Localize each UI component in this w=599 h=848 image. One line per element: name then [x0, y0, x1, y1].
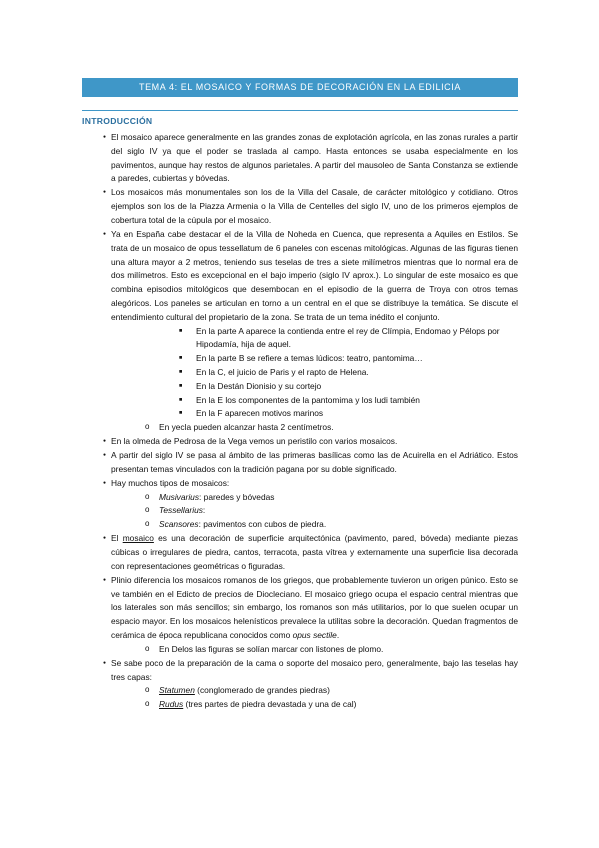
list-item: ● El mosaico es una decoración de superficie arquitectónica (pavimento, pared, bóveda) mediante piezas cúbicas o irregulares de piedra, cantos, terracota, pasta vítrea y externamente una superficie lisa decorada con representaciones geométricas o figuradas. [82, 532, 518, 573]
list-item: ■ En la E los componentes de la pantomima y los ludi también [82, 394, 518, 408]
section-divider [82, 110, 518, 111]
sub-list [82, 643, 518, 657]
list-item: ● Ya en España cabe destacar el de la Villa de Noheda en Cuenca, que representa a Aquiles en Estilos. Se trata de un mosaico de opus tessellatum de 6 paneles con escenas mitológicas. Algunas de las figuras tienen una altura mayor a 2 metros, teniendo sus teselas de tres a siete milímetros mientras que lo normal era de dos milímetros. Esto es excepcional en el bajo imperio (siglo IV aprox.). Lo singular de este mosaico es que combina episodios mitológicos que desembocan en el episodio de la guerra de Troya con otros temas alegóricos. Los paneles se articulan en torno a un central en el que se distribuye la temática. Se discute el entendimiento cultural del propietario de la zona. Se trata de un tema inédito el conjunto. ■ En la parte A aparece la contienda entre el rey de Clímpia, Endomao y Pélops por Hipodamía, hija de aquel. ■ En la parte B se refiere a temas lúdicos: teatro, pantomima… ■ En la C, el juicio de Paris y el rapto de Helena. ■ En la Destán Dionisio y su cortejo ■ En la E los componentes de la pantomima y los ludi también ■ En la F aparecen motivos marinos o En yecla pueden alcanzar hasta 2 centímetros. [82, 228, 518, 435]
list-item: ■ En la Destán Dionisio y su cortejo [82, 380, 518, 394]
list-item: o Statumen (conglomerado de grandes piedras) [82, 684, 518, 698]
list-item: ● Se sabe poco de la preparación de la cama o soporte del mosaico pero, generalmente, bajo las teselas hay tres capas: o Statumen (conglomerado de grandes piedras) o Rudus (tres partes de piedra devastada y una de cal) [82, 657, 518, 712]
list-item: o Scansores: pavimentos con cubos de piedra. [82, 518, 518, 532]
list-item: ● En la olmeda de Pedrosa de la Vega vemos un peristilo con varios mosaicos. [82, 435, 518, 449]
list-item: ■ En la parte B se refiere a temas lúdicos: teatro, pantomima… [82, 352, 518, 366]
document-body [82, 131, 518, 712]
list-item: ■ En la C, el juicio de Paris y el rapto de Helena. [82, 366, 518, 380]
list-item: o Musivarius: paredes y bóvedas [82, 491, 518, 505]
list-item: o En yecla pueden alcanzar hasta 2 centímetros. [82, 421, 518, 435]
list-item: ● Plinio diferencia los mosaicos romanos de los griegos, que probablemente tuvieron un origen púnico. Esto se ve también en el Edicto de precios de Diocleciano. El mosaico griego ocupa el espacio central mientras que los laterales son más sencillos; sin embargo, los romanos son más utilitarios, por lo que suelen ocupar un espacio mayor. En los mosaicos helenísticos prevalece la utilitas sobre la decoración. Quedan fragmentos de cerámica de época republicana conocidos como opus sectile. o En Delos las figuras se solían marcar con listones de plomo. [82, 574, 518, 657]
list-item: ■ En la parte A aparece la contienda entre el rey de Clímpia, Endomao y Pélops por Hipodamía, hija de aquel. [82, 325, 518, 353]
list-item: ● El mosaico aparece generalmente en las grandes zonas de explotación agrícola, en las zonas rurales a partir del siglo IV ya que el poder se traslada al campo. Hasta entonces se usaba especialmente en los pavimentos, aunque hay restos de algunos parietales. A partir del mausoleo de Santa Constanza se extiende a paredes, cubiertas y bóvedas. [82, 131, 518, 186]
section-heading: INTRODUCCIÓN [82, 116, 153, 126]
list-item: ● Hay muchos tipos de mosaicos: o Musivarius: paredes y bóvedas o Tessellarius: o Scansores: pavimentos con cubos de piedra. [82, 477, 518, 532]
sub-list [82, 491, 518, 532]
list-item: ■ En la F aparecen motivos marinos [82, 407, 518, 421]
sub-list [82, 325, 518, 422]
sub-list [82, 684, 518, 712]
main-list [82, 131, 518, 712]
list-item: o Tessellarius: [82, 504, 518, 518]
list-item: ● Los mosaicos más monumentales son los de la Villa del Casale, de carácter mitológico y cotidiano. Otros ejemplos son los de la Piazza Armenia o la Villa de Centelles del siglo IV, uno de los primeros ejemplos de cobertura total de la cúpula por el mosaico. [82, 186, 518, 227]
list-item: o Rudus (tres partes de piedra devastada y una de cal) [82, 698, 518, 712]
list-item: ● A partir del siglo IV se pasa al ámbito de las primeras basílicas como las de Acuirella en el Adriático. Estos presentan temas vinculados con la tradición pagana por su doble significado. [82, 449, 518, 477]
sub-list [82, 421, 518, 435]
page-title: TEMA 4: EL MOSAICO Y FORMAS DE DECORACIÓN EN LA EDILICIA [82, 78, 518, 97]
list-item: o En Delos las figuras se solían marcar con listones de plomo. [82, 643, 518, 657]
